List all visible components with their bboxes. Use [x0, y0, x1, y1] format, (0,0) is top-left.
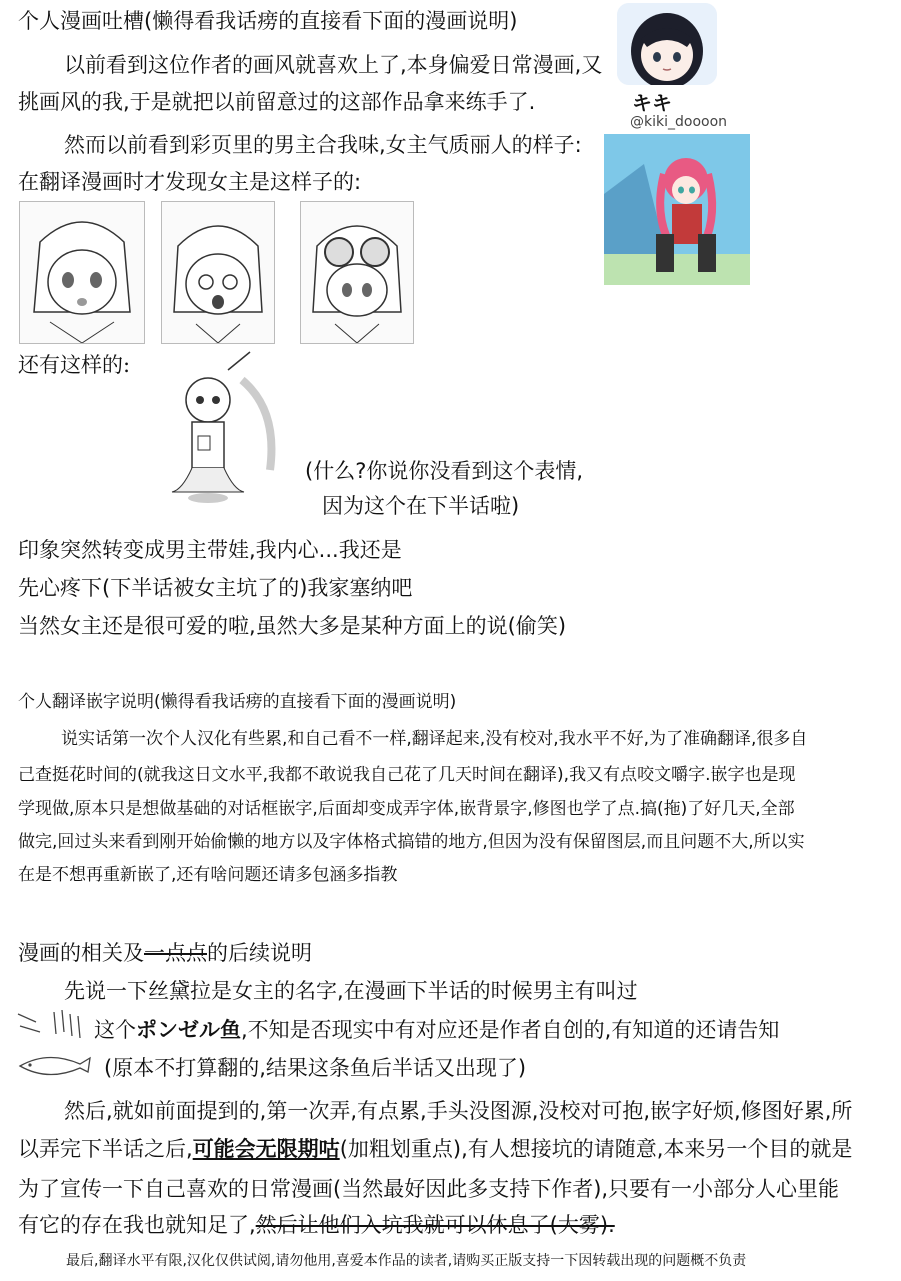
author-avatar: [617, 3, 717, 85]
notes-p2-line2b: (加粗划重点),有人想接坑的请随意,本来另一个目的就是: [339, 1137, 853, 1161]
translation-line5: 在是不想再重新嵌了,还有啥问题还请多包涵多指教: [18, 865, 398, 885]
notes-p2-line4a: 有它的存在我也就知足了,: [18, 1213, 256, 1237]
notes-p2-line1: 然后,就如前面提到的,第一次弄,有点累,手头没图源,没校对可抱,嵌字好烦,修图好累,所: [64, 1099, 853, 1123]
fish-note: (原本不打算翻的,结果这条鱼后半话又出现了): [104, 1056, 527, 1080]
translation-line2: 己查挺花时间的(就我这日文水平,我都不敢说我自己花了几天时间在翻译),我又有点咬文嚼字.嵌字也是现: [18, 765, 796, 785]
notes-p2-line3: 为了宣传一下自己喜欢的日常漫画(当然最好因此多支持下作者),只要有一小部分人心里能: [18, 1177, 840, 1201]
author-name: キキ: [632, 91, 672, 115]
manga-panel-1: [19, 201, 145, 344]
intro-p1-line1: 以前看到这位作者的画风就喜欢上了,本身偏爱日常漫画,又: [64, 53, 603, 77]
translation-line4: 做完,回过头来看到刚开始偷懒的地方以及字体格式搞错的地方,但因为没有保留图层,而且问题不大,所以实: [18, 832, 805, 852]
color-page-illustration: [604, 134, 750, 285]
fish-line: [94, 1017, 779, 1043]
callout-line1: (什么?你说你没看到这个表情,: [305, 459, 584, 483]
notes-title: [18, 940, 312, 966]
notes-p2-line2: [18, 1136, 852, 1162]
fish-name: ポンゼル鱼: [136, 1018, 241, 1042]
also-label: 还有这样的:: [18, 353, 131, 377]
translation-line1: 说实话第一次个人汉化有些累,和自己看不一样,翻译起来,没有校对,我水平不好,为了准确翻译,很多自: [61, 729, 808, 749]
footer-disclaimer: 最后,翻译水平有限,汉化仅供试阅,请勿他用,喜爱本作品的读者,请购买正版支持一下因转载出现的问题概不负责: [66, 1253, 747, 1269]
intro-p2-line1: 然而以前看到彩页里的男主合我味,女主气质丽人的样子:: [64, 133, 582, 157]
notes-title-b: 的后续说明: [207, 941, 312, 965]
intro-p3-line3: 当然女主还是很可爱的啦,虽然大多是某种方面上的说(偷笑): [18, 614, 567, 638]
notes-title-a: 漫画的相关及: [18, 941, 144, 965]
intro-p1-line2: 挑画风的我,于是就把以前留意过的这部作品拿来练手了.: [18, 90, 536, 114]
fish-line-b: ,不知是否现实中有对应还是作者自创的,有知道的还请告知: [241, 1018, 780, 1042]
intro-p3-line1: 印象突然转变成男主带娃,我内心...我还是: [18, 538, 402, 562]
notes-p2-line2a: 以弄完下半话之后,: [18, 1137, 193, 1161]
manga-panel-2: [161, 201, 275, 344]
translation-line3: 学现做,原本只是想做基础的对话框嵌字,后面却变成弄字体,嵌背景字,修图也学了点.搞(拖)了好几天,全部: [18, 799, 795, 819]
notes-p2-bold: 可能会无限期咕: [192, 1137, 340, 1161]
notes-p2-strike: 然后让他们入坑我就可以休息了(大雾).: [255, 1213, 615, 1237]
notes-p1: 先说一下丝黛拉是女主的名字,在漫画下半话的时候男主有叫过: [64, 979, 638, 1003]
intro-p3-line2: 先心疼下(下半话被女主坑了的)我家塞纳吧: [18, 576, 413, 600]
fish-sketch: [14, 1008, 96, 1084]
intro-p2-line2: 在翻译漫画时才发现女主是这样子的:: [18, 170, 362, 194]
callout-line2: 因为这个在下半话啦): [322, 494, 520, 518]
chibi-illustration: [158, 350, 308, 510]
translation-title: 个人翻译嵌字说明(懒得看我话痨的直接看下面的漫画说明): [18, 692, 457, 712]
manga-panel-3: [300, 201, 414, 344]
author-handle: @kiki_doooon: [630, 114, 728, 130]
notes-title-strike: 一点点: [144, 941, 207, 965]
notes-p2-line4: [18, 1212, 615, 1238]
intro-title: 个人漫画吐槽(懒得看我话痨的直接看下面的漫画说明): [18, 9, 518, 33]
fish-line-a: 这个: [94, 1018, 136, 1042]
